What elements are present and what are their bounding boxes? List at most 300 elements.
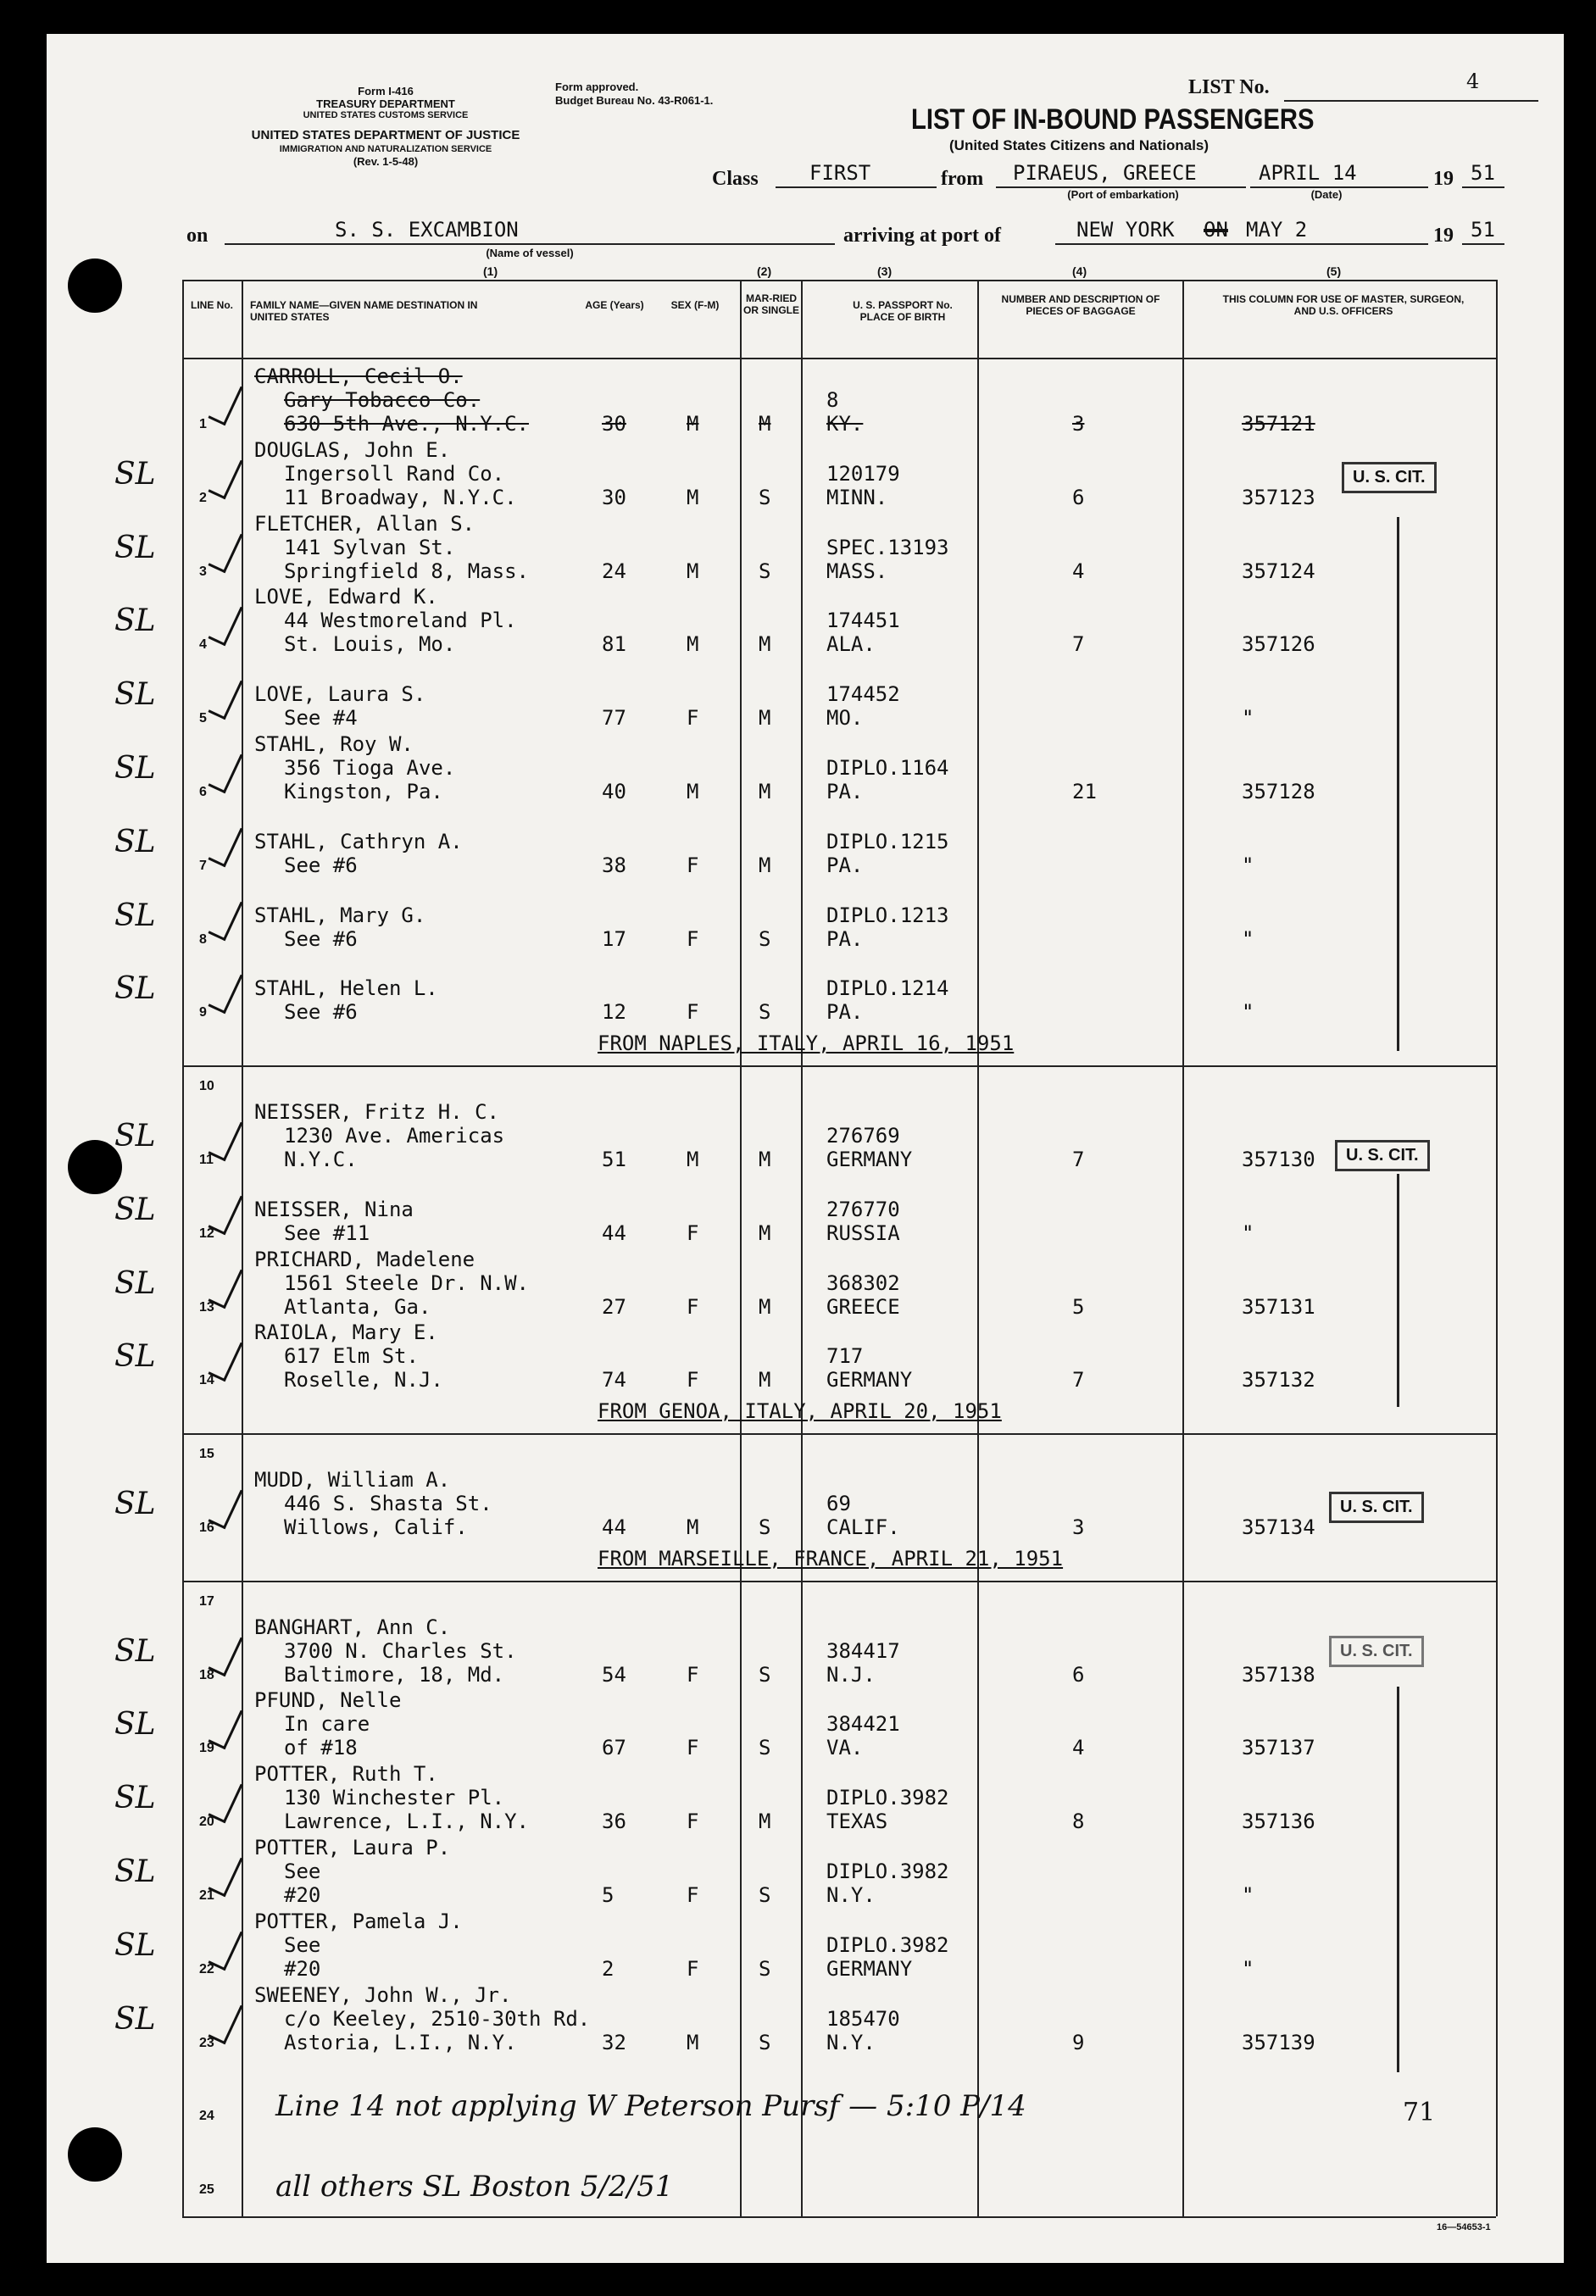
line-number: 17 [199,1593,214,1609]
vessel-caption: (Name of vessel) [486,247,574,259]
age: 27 [602,1294,626,1319]
line-number: 11 [199,1153,214,1167]
line-number: 24 [199,2109,214,2124]
age: 17 [602,926,626,951]
passenger-name-line: Gary Tobacco Co. [284,388,481,412]
passenger-name-line: NEISSER, Nina [254,1197,414,1221]
class-underline [776,186,937,188]
arrival-underline [1055,243,1428,245]
margin-initials: SL [114,1927,156,1963]
vessel-name: S. S. EXCAMBION [335,218,519,242]
birthplace: MASS. [826,559,888,583]
passenger-name-line: PRICHARD, Madelene [254,1247,475,1271]
arrival-year-underline [1462,243,1504,245]
check-mark [208,1336,242,1382]
check-mark [208,600,242,647]
marital-status: M [759,1148,771,1171]
passenger-name-line: St. Louis, Mo. [284,632,456,657]
class-label: Class [712,168,759,190]
citizen-stamp: U. S. CIT. [1335,1140,1430,1171]
col-num-4: (4) [1072,264,1087,278]
table-row [47,953,1564,1026]
footer-code: 16—54653-1 [1437,2222,1491,2232]
passport-no: DIPLO.1214 [826,976,949,1001]
baggage-count: 8 [1072,1810,1085,1834]
passenger-name-line: N.Y.C. [284,1148,358,1171]
birthplace: GERMANY [826,1368,913,1393]
table-row [47,1983,1564,2057]
ins-service: IMMIGRATION AND NATURALIZATION SERVICE [279,144,492,154]
birthplace: PA. [826,926,864,951]
treasury-dept: TREASURY DEPARTMENT [316,97,455,110]
margin-initials: SL [114,751,156,786]
col-num-2: (2) [757,264,772,278]
marital-status: S [759,1883,771,1907]
table-row [47,659,1564,732]
baggage-count: 7 [1072,632,1085,657]
officer-number: 357134 [1242,1515,1315,1539]
passenger-name-line: See #4 [284,706,358,731]
sex: F [687,1000,699,1025]
birthplace: N.J. [826,1662,876,1687]
marital-status: S [759,2030,771,2054]
sex: F [687,1368,699,1393]
table-row [47,1174,1564,1248]
budget-bureau: Budget Bureau No. 43-R061-1. [555,94,714,107]
section-header: FROM GENOA, ITALY, APRIL 20, 1951 [598,1399,1002,1424]
marital-status: M [759,1810,771,1834]
passport-no: DIPLO.1164 [826,756,949,780]
passport-no: 384421 [826,1712,900,1737]
check-mark [208,1483,242,1530]
officer-number: 357123 [1242,485,1315,509]
arrival-year: 51 [1471,218,1495,242]
arriving-label: arriving at port of [843,225,1001,247]
baggage-count: 6 [1072,485,1085,509]
passport-no: DIPLO.1213 [826,903,949,927]
arrival-port: NEW YORK [1076,218,1175,242]
passenger-name-line: See #11 [284,1220,370,1245]
embark-date: APRIL 14 [1259,161,1357,185]
bracket-rule [1397,1174,1399,1407]
passenger-name-line: 11 Broadway, N.Y.C. [284,485,517,509]
age: 67 [602,1736,626,1760]
officer-number: " [1242,1883,1254,1907]
passenger-name-line: LOVE, Edward K. [254,585,438,609]
birthplace: ALA. [826,632,876,657]
passenger-name-line: #20 [284,1883,321,1907]
baggage-count: 6 [1072,1662,1085,1687]
passenger-name-line: STAHL, Mary G. [254,903,426,927]
margin-initials: SL [114,1854,156,1889]
page-title: LIST OF IN-BOUND PASSENGERS [911,103,1315,136]
officer-number: 357124 [1242,559,1315,583]
sex: M [687,559,699,583]
check-mark [208,1851,242,1898]
table-row [47,1688,1564,1762]
line-number: 5 [199,711,207,726]
passport-no: 185470 [826,2006,900,2031]
table-row [47,2130,1564,2204]
passenger-name-line: Springfield 8, Mass. [284,559,529,583]
customs-service: UNITED STATES CUSTOMS SERVICE [303,110,469,120]
line-number: 6 [199,785,207,799]
line-number: 12 [199,1226,214,1241]
passport-no: 174452 [826,682,900,707]
marital-status: M [759,853,771,877]
line-number: 7 [199,858,207,873]
age: 30 [602,412,626,436]
arrival-date: MAY 2 [1246,218,1308,242]
sex: M [687,485,699,509]
birthplace: PA. [826,780,864,803]
passport-no: SPEC.13193 [826,535,949,559]
age: 5 [602,1883,614,1907]
table-row [47,1394,1564,1468]
marital-status: S [759,926,771,951]
check-mark [208,526,242,573]
officer-number: 357131 [1242,1294,1315,1319]
table-top-rule [182,280,1496,281]
marital-status: S [759,1956,771,1981]
passenger-name-line: of #18 [284,1736,358,1760]
passenger-name-line: In care [284,1712,370,1737]
passenger-name-line: 44 Westmoreland Pl. [284,609,517,633]
sex: M [687,412,699,436]
stamp-number: 71 [1403,2098,1436,2127]
passenger-name-line: 130 Winchester Pl. [284,1786,505,1810]
officer-number: 357137 [1242,1736,1315,1760]
date-caption: (Date) [1310,188,1343,201]
passenger-name-line: See [284,1932,321,1957]
birthplace: CALIF. [826,1515,900,1539]
passenger-name-line: STAHL, Helen L. [254,976,438,1001]
line-number: 2 [199,490,207,505]
age: 2 [602,1956,614,1981]
passport-no: 69 [826,1492,851,1515]
on-label: on [186,225,209,247]
check-mark [208,1262,242,1309]
passenger-name-line: 617 Elm St. [284,1344,419,1369]
table-row [47,585,1564,659]
section-rule [182,1581,1496,1582]
check-mark [208,748,242,794]
margin-initials: SL [114,1487,156,1521]
age: 44 [602,1515,626,1539]
passenger-name-line: STAHL, Roy W. [254,732,414,756]
class-value: FIRST [809,161,871,185]
check-mark [208,968,242,1015]
age: 77 [602,706,626,731]
age: 12 [602,1000,626,1025]
birthplace: RUSSIA [826,1220,900,1245]
age: 40 [602,780,626,803]
passenger-name-line: 356 Tioga Ave. [284,756,456,780]
line-number: 21 [199,1888,214,1903]
check-mark [208,1998,242,2044]
table-row [47,1542,1564,1615]
passenger-name-line: NEISSER, Fritz H. C. [254,1100,499,1124]
passport-no: DIPLO.3982 [826,1786,949,1810]
check-mark [208,1188,242,1235]
table-row [47,880,1564,953]
line-number: 3 [199,564,207,579]
birthplace: GREECE [826,1294,900,1319]
age: 54 [602,1662,626,1687]
passport-no: 368302 [826,1270,900,1295]
birthplace: KY. [826,412,864,436]
baggage-count: 3 [1072,1515,1085,1539]
sex: F [687,1810,699,1834]
sex: M [687,1148,699,1171]
passenger-name-line: 1230 Ave. Americas [284,1124,505,1148]
handwritten-note-line24: Line 14 not applying W Peterson Pursf — 5:10 P/14 [275,2089,1026,2123]
passenger-name-line: c/o Keeley, 2510-30th Rd. [284,2006,591,2031]
passenger-name-line: Ingersoll Rand Co. [284,461,505,486]
margin-initials: SL [114,1119,156,1154]
from-label: from [941,168,984,190]
year-prefix-2: 19 [1433,225,1454,247]
embark-year: 51 [1471,161,1495,185]
list-no-underline [1284,100,1538,102]
sex: M [687,1515,699,1539]
line-number: 16 [199,1520,214,1535]
line-number: 4 [199,637,207,653]
passenger-name-line: SWEENEY, John W., Jr. [254,1982,512,2007]
check-mark [208,1630,242,1676]
passenger-name-line: See #6 [284,1000,358,1025]
check-mark [208,453,242,499]
baggage-count: 4 [1072,559,1085,583]
section-rule [182,1065,1496,1067]
sex: F [687,1956,699,1981]
birthplace: VA. [826,1736,864,1760]
marital-status: M [759,1220,771,1245]
marital-status: S [759,1736,771,1760]
marital-status: M [759,412,771,436]
age: 32 [602,2030,626,2054]
age: 30 [602,485,626,509]
embark-port: PIRAEUS, GREECE [1013,161,1197,185]
baggage-count: 9 [1072,2030,1085,2054]
baggage-count: 21 [1072,780,1097,803]
line-number: 25 [199,2182,214,2198]
sex: M [687,780,699,803]
passport-no: 120179 [826,461,900,486]
passport-no: DIPLO.3982 [826,1932,949,1957]
age: 74 [602,1368,626,1393]
col-header-baggage: NUMBER AND DESCRIPTION OF PIECES OF BAGGAGE [1001,293,1160,317]
col-num-1: (1) [483,264,498,278]
passenger-name-line: 630 5th Ave., N.Y.C. [284,412,529,436]
age: 24 [602,559,626,583]
passport-no: 276769 [826,1124,900,1148]
check-mark [208,674,242,720]
col-header-sex: SEX (F-M) [670,299,720,311]
passenger-name-line: FLETCHER, Allan S. [254,511,475,536]
margin-initials: SL [114,1192,156,1227]
passenger-name-line: 1561 Steele Dr. N.W. [284,1270,529,1295]
sex: F [687,1736,699,1760]
handwritten-note-line25: all others SL Boston 5/2/51 [275,2170,674,2204]
list-no-label: LIST No. [1188,76,1270,98]
line-number: 22 [199,1961,214,1976]
birthplace: N.Y. [826,2030,876,2054]
officer-number: " [1242,706,1254,731]
passenger-name-line: See #6 [284,853,358,877]
table-row [47,1836,1564,1910]
passport-no: 717 [826,1344,864,1369]
year-underline [1462,186,1504,188]
passenger-name-line: STAHL, Cathryn A. [254,829,463,853]
officer-number: " [1242,1000,1254,1025]
officer-number: 357130 [1242,1148,1315,1171]
sex: F [687,706,699,731]
line-number: 14 [199,1373,214,1388]
check-mark [208,1777,242,1824]
officer-number: " [1242,853,1254,877]
justice-dept: UNITED STATES DEPARTMENT OF JUSTICE [251,128,520,142]
table-row [47,512,1564,586]
margin-initials: SL [114,1707,156,1743]
marital-status: M [759,1294,771,1319]
bracket-rule [1397,1687,1399,2072]
passport-no: DIPLO.1215 [826,829,949,853]
passenger-name-line: MUDD, William A. [254,1468,451,1492]
margin-initials: SL [114,1339,156,1375]
table-row [47,1320,1564,1394]
passenger-name-line: Roselle, N.J. [284,1368,443,1393]
punch-hole [68,259,122,313]
col-num-3: (3) [877,264,893,278]
check-mark [208,894,242,941]
birthplace: MO. [826,706,864,731]
table-row [47,806,1564,880]
officer-number: 357121 [1242,412,1315,436]
marital-status: M [759,780,771,803]
line-number: 13 [199,1299,214,1315]
manifest-page [47,34,1564,2263]
margin-initials: SL [114,1781,156,1816]
check-mark [208,380,242,426]
birthplace: GERMANY [826,1148,913,1171]
passenger-name-line: BANGHART, Ann C. [254,1615,451,1639]
passenger-name-line: Astoria, L.I., N.Y. [284,2030,517,2054]
age: 36 [602,1810,626,1834]
passport-no: 384417 [826,1638,900,1663]
line-number: 9 [199,1005,207,1020]
marital-status: S [759,1000,771,1025]
sex: M [687,2030,699,2054]
marital-status: S [759,1515,771,1539]
passenger-name-line: #20 [284,1956,321,1981]
baggage-count: 7 [1072,1368,1085,1393]
table-row [47,1910,1564,1983]
section-header: FROM MARSEILLE, FRANCE, APRIL 21, 1951 [598,1546,1064,1571]
passport-no: 8 [826,388,839,412]
line-number: 19 [199,1741,214,1756]
col-header-married: MAR-RIED OR SINGLE [743,292,800,316]
marital-status: S [759,485,771,509]
passenger-name-line: PFUND, Nelle [254,1688,402,1713]
form-revision: (Rev. 1-5-48) [353,155,419,168]
line-number: 18 [199,1667,214,1682]
baggage-count: 3 [1072,412,1085,436]
sex: M [687,632,699,657]
birthplace: TEXAS [826,1810,888,1834]
check-mark [208,1115,242,1162]
passenger-name-line: DOUGLAS, John E. [254,437,451,462]
arrival-struck-text: ON [1204,218,1228,242]
passenger-name-line: Willows, Calif. [284,1515,468,1539]
table-row [47,438,1564,512]
col-header-age: AGE (Years) [585,299,644,311]
table-row [47,1762,1564,1836]
line-number: 1 [199,417,207,431]
check-mark [208,1924,242,1971]
passenger-name-line: 446 S. Shasta St. [284,1492,492,1515]
col-header-passport: U. S. PASSPORT No. PLACE OF BIRTH [853,299,953,323]
margin-initials: SL [114,824,156,859]
sex: F [687,1662,699,1687]
baggage-count: 7 [1072,1148,1085,1171]
check-mark [208,820,242,867]
officer-number: 357132 [1242,1368,1315,1393]
margin-initials: SL [114,1265,156,1301]
check-mark [208,1704,242,1750]
sex: F [687,1294,699,1319]
passenger-name-line: 3700 N. Charles St. [284,1638,517,1663]
passenger-name-line: 141 Sylvan St. [284,535,456,559]
passenger-name-line: LOVE, Laura S. [254,682,426,707]
officer-number: 357126 [1242,632,1315,657]
birthplace: MINN. [826,485,888,509]
margin-initials: SL [114,1633,156,1669]
officer-number: 357136 [1242,1810,1315,1834]
baggage-count: 5 [1072,1294,1085,1319]
passport-no: 276770 [826,1197,900,1221]
table-row [47,364,1564,438]
citizen-stamp: U. S. CIT. [1329,1636,1424,1667]
section-header: FROM NAPLES, ITALY, APRIL 16, 1951 [598,1031,1015,1056]
passenger-name-line: CARROLL, Cecil O. [254,364,463,388]
sex: F [687,853,699,877]
birthplace: GERMANY [826,1956,913,1981]
bracket-rule [1397,517,1399,1051]
passenger-name-line: Atlanta, Ga. [284,1294,431,1319]
birthplace: PA. [826,1000,864,1025]
age: 81 [602,632,626,657]
officer-number: " [1242,1956,1254,1981]
margin-initials: SL [114,677,156,713]
sex: F [687,1220,699,1245]
age: 44 [602,1220,626,1245]
table-bottom-rule [182,2216,1496,2218]
sex: F [687,1883,699,1907]
passenger-name-line: Lawrence, L.I., N.Y. [284,1810,529,1834]
line-number: 10 [199,1079,214,1094]
list-no-value: 4 [1466,69,1480,93]
form-number: Form I-416 [358,85,414,97]
header-bottom-rule [182,358,1496,359]
passport-no: 174451 [826,609,900,633]
margin-initials: SL [114,603,156,639]
passenger-name-line: Kingston, Pa. [284,780,443,803]
sex: F [687,926,699,951]
passenger-name-line: POTTER, Laura P. [254,1836,451,1860]
passenger-name-line: RAIOLA, Mary E. [254,1320,438,1345]
citizen-stamp: U. S. CIT. [1329,1492,1424,1523]
